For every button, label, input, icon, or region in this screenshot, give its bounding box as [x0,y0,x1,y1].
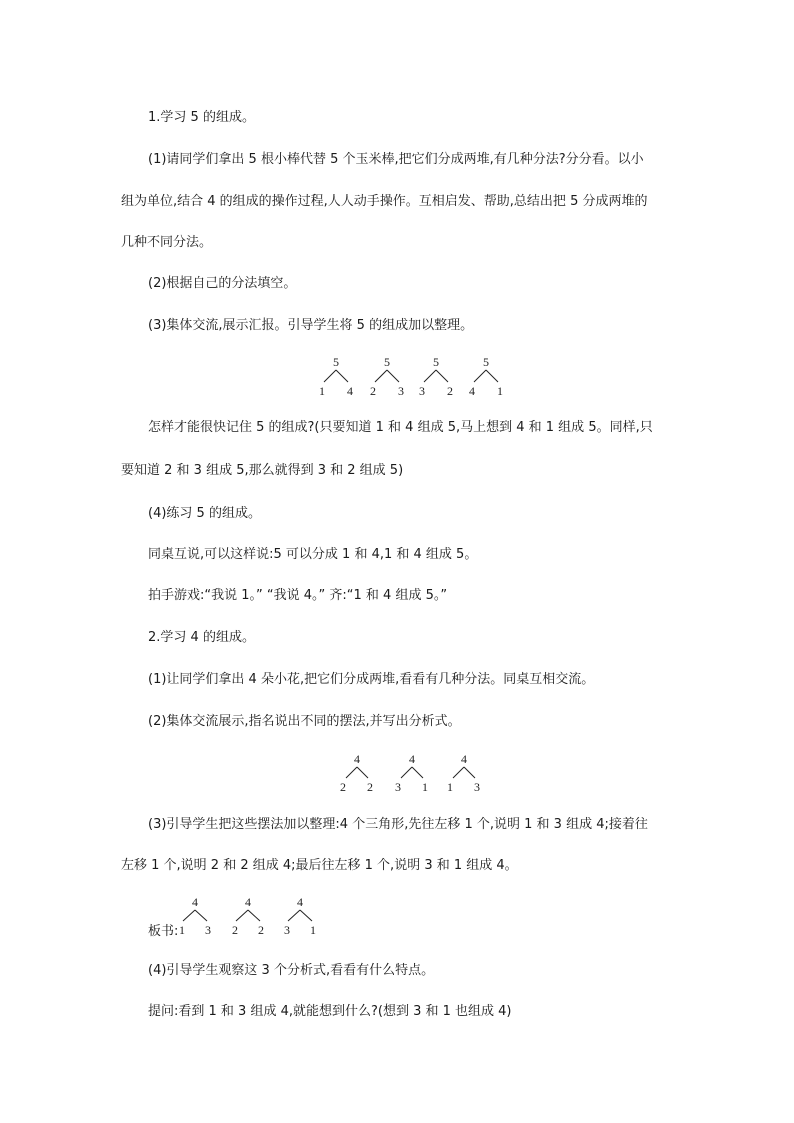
tree-left-number: 3 [419,384,425,398]
tree-top-number: 4 [354,752,360,766]
tree-right-branch [436,370,448,382]
tree-right-number: 3 [398,384,404,398]
tree-left-branch [401,767,412,778]
paragraph-step1-line2: 组为单位,结合 4 的组成的操作过程,人人动手操作。互相启发、帮助,总结出把 5 分成两堆的 [121,194,648,209]
paragraph-4-step2: (2)集体交流展示,指名说出不同的摆法,并写出分析式。 [148,714,461,729]
tree-left-branch [474,370,486,382]
tree-left-branch [346,767,357,778]
tree-5-c [419,355,453,398]
tree-left-number: 2 [232,923,238,937]
paragraph-4-step3-line1: (3)引导学生把这些摆法加以整理:4 个三角形,先往左移 1 个,说明 1 和 3 组成 4;接着往 [148,817,648,832]
composition-diagram-4 [330,750,490,794]
board-tree-b [232,895,264,937]
paragraph-4-step1: (1)让同学们拿出 4 朵小花,把它们分成两堆,看看有几种分法。同桌互相交流。 [148,672,595,687]
tree-right-branch [248,910,260,921]
tree-right-branch [486,370,498,382]
board-composition-diagram [176,893,326,937]
tree-right-branch [387,370,399,382]
tree-top-number: 5 [333,355,339,369]
tree-top-number: 4 [409,752,415,766]
paragraph-step3: (3)集体交流,展示汇报。引导学生将 5 的组成加以整理。 [148,318,474,333]
tree-left-number: 2 [340,780,346,794]
tree-right-number: 1 [310,923,316,937]
tree-right-branch [300,910,312,921]
tree-right-number: 4 [347,384,353,398]
tree-right-number: 1 [422,780,428,794]
tree-right-number: 3 [205,923,211,937]
tree-left-number: 1 [319,384,325,398]
tree-top-number: 4 [192,895,198,909]
tree-left-branch [288,910,300,921]
tree-5-b [370,355,404,398]
heading-learn-4: 2.学习 4 的组成。 [148,630,255,645]
tree-left-branch [324,370,336,382]
heading-learn-5: 1.学习 5 的组成。 [148,110,255,125]
tree-right-branch [336,370,348,382]
paragraph-memory-line1: 怎样才能很快记住 5 的组成?(只要知道 1 和 4 组成 5,马上想到 4 和 1 组成 5。同样,只 [148,420,653,435]
tree-right-number: 2 [367,780,373,794]
tree-left-number: 1 [179,923,185,937]
board-tree-a [179,895,211,937]
paragraph-partner-say: 同桌互说,可以这样说:5 可以分成 1 和 4,1 和 4 组成 5。 [148,547,478,562]
tree-top-number: 5 [433,355,439,369]
paragraph-step1-line1: (1)请同学们拿出 5 根小棒代替 5 个玉米棒,把它们分成两堆,有几种分法?分分看。以小 [148,152,644,167]
tree-5-a [319,355,353,398]
tree-top-number: 5 [483,355,489,369]
tree-right-branch [195,910,207,921]
paragraph-step1-line3: 几种不同分法。 [121,235,213,250]
tree-right-number: 3 [474,780,480,794]
tree-5-d [469,355,503,398]
tree-left-number: 2 [370,384,376,398]
tree-right-branch [464,767,475,778]
tree-top-number: 4 [461,752,467,766]
tree-left-branch [453,767,464,778]
tree-left-branch [183,910,195,921]
tree-left-branch [236,910,248,921]
tree-right-number: 2 [447,384,453,398]
tree-left-branch [375,370,387,382]
tree-right-number: 2 [258,923,264,937]
tree-4-a [340,752,373,794]
paragraph-4-step3-line2: 左移 1 个,说明 2 和 2 组成 4;最后往左移 1 个,说明 3 和 1 组成 4。 [121,858,518,873]
tree-4-b [395,752,428,794]
paragraph-question: 提问:看到 1 和 3 组成 4,就能想到什么?(想到 3 和 1 也组成 4) [148,1004,512,1019]
paragraph-memory-line2: 要知道 2 和 3 组成 5,那么就得到 3 和 2 组成 5) [121,463,404,478]
tree-right-number: 1 [497,384,503,398]
board-tree-c [284,895,316,937]
tree-left-number: 4 [469,384,475,398]
tree-left-number: 3 [395,780,401,794]
composition-diagram-5 [310,353,510,399]
board-label: 板书: [148,924,179,939]
tree-top-number: 4 [297,895,303,909]
tree-4-c [447,752,480,794]
paragraph-4-step4: (4)引导学生观察这 3 个分析式,看看有什么特点。 [148,963,435,978]
tree-right-branch [412,767,423,778]
tree-left-number: 3 [284,923,290,937]
tree-top-number: 5 [384,355,390,369]
paragraph-step4: (4)练习 5 的组成。 [148,506,261,521]
tree-left-number: 1 [447,780,453,794]
tree-right-branch [357,767,368,778]
tree-top-number: 4 [245,895,251,909]
tree-left-branch [424,370,436,382]
paragraph-clap-game: 拍手游戏:“我说 1。” “我说 4。” 齐:“1 和 4 组成 5。” [148,588,448,603]
paragraph-step2: (2)根据自己的分法填空。 [148,276,297,291]
